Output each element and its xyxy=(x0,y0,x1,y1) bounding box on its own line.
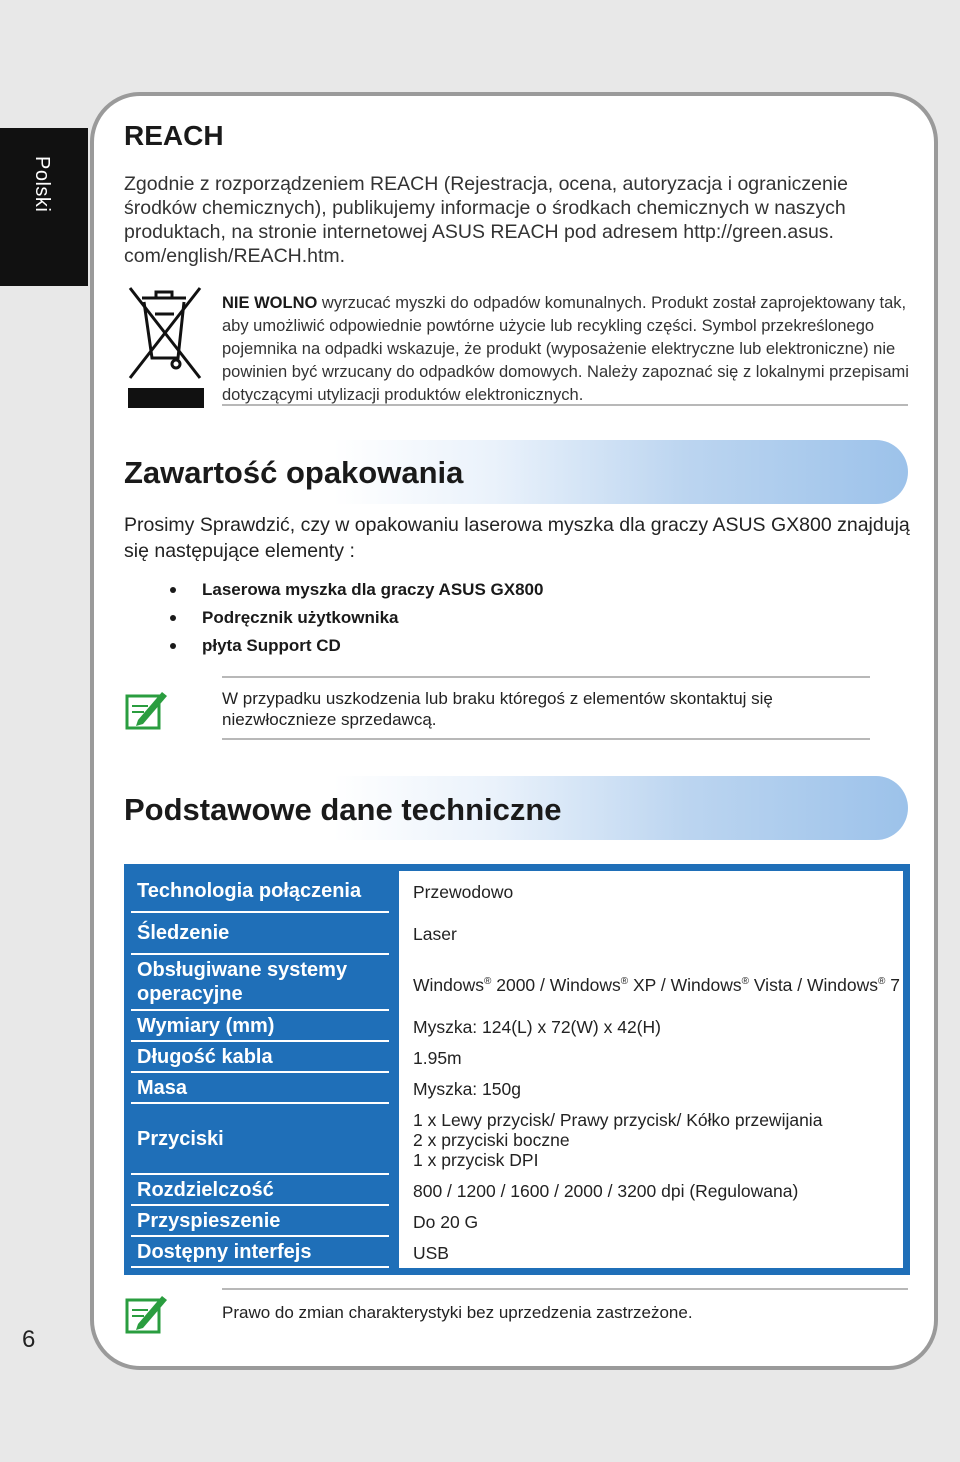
weee-paragraph xyxy=(222,292,912,407)
table-row xyxy=(131,1042,903,1073)
spec-value: Do 20 G xyxy=(413,1211,479,1232)
package-note: W przypadku uszkodzenia lub braku któregoś z elementów skontaktuj się niezwłocznieze sprzedawcą. xyxy=(222,689,773,729)
spec-value: Myszka: 150g xyxy=(413,1078,521,1099)
weee-body: wyrzucać myszki do odpadów komunalnych. Produkt został zaprojektowany tak, aby umożliwić odpowiednie powtórne użycie lub recykling części. Symbol przekreślonego pojemnika na odpadki wskazuje, że produkt (wyposażenie elektryczne lub elektroniczne) nie powinien być wrzucany do odpadków domowych. Należy zapoznać się z lokalnymi przepisami dotyczącymi utylizacji produktów elektronicznych. xyxy=(222,294,909,404)
table-row xyxy=(131,955,903,1011)
spec-label: Długość kabla xyxy=(131,1042,389,1073)
spec-label: Przyciski xyxy=(131,1104,389,1175)
cell-divider xyxy=(389,913,399,955)
note-top-rule xyxy=(222,1288,908,1290)
cell-divider xyxy=(389,1104,399,1175)
list-item: płyta Support CD xyxy=(170,632,543,660)
spec-value: Przewodowo xyxy=(413,882,514,902)
note-pencil-icon xyxy=(124,1290,170,1336)
cell-divider xyxy=(389,955,399,1011)
table-row xyxy=(131,1175,903,1206)
spec-label: Przyspieszenie xyxy=(131,1206,389,1237)
spec-value-line: 1 x przycisk DPI xyxy=(413,1149,539,1170)
reach-paragraph: Zgodnie z rozporządzeniem REACH (Rejestracja, ocena, autoryzacja i ograniczenie środków chemicznych), publikujemy informacje o środkach chemicznych w naszych produktach, na stronie internetowej ASUS REACH pod adresem http://green.asus. com/english/REACH.htm. xyxy=(124,173,849,267)
cell-divider xyxy=(389,1237,399,1268)
table-row xyxy=(131,1073,903,1104)
language-label: Polski xyxy=(31,156,53,213)
note-top-rule xyxy=(222,676,870,678)
spec-label: Technologia połączenia xyxy=(131,871,389,913)
divider xyxy=(222,404,908,406)
weee-warning: NIE WOLNO xyxy=(222,294,318,312)
package-intro: Prosimy Sprawdzić, czy w opakowaniu laserowa myszka dla graczy ASUS GX800 znajdują się następujące elementy : xyxy=(124,514,910,562)
spec-value: 800 / 1200 / 1600 / 2000 / 3200 dpi (Regulowana) xyxy=(413,1180,799,1201)
package-list xyxy=(170,576,543,660)
note-pencil-icon xyxy=(124,686,170,732)
reach-heading: REACH xyxy=(124,120,224,151)
spec-value: Windows® 2000 / Windows® XP / Windows® Vista / Windows® 7 xyxy=(413,974,900,995)
list-item: Laserowa myszka dla graczy ASUS GX800 xyxy=(170,576,543,604)
spec-label: Masa xyxy=(131,1073,389,1104)
cell-divider xyxy=(389,1206,399,1237)
table-row xyxy=(131,1206,903,1237)
spec-value: USB xyxy=(413,1242,449,1263)
spec-value: Myszka: 124(L) x 72(W) x 42(H) xyxy=(413,1016,661,1037)
specs-table xyxy=(124,864,910,1275)
table-row xyxy=(131,913,903,955)
note-bottom-rule xyxy=(222,738,870,740)
cell-divider xyxy=(389,1042,399,1073)
spec-label: Dostępny interfejs xyxy=(131,1237,389,1268)
specs-heading: Podstawowe dane techniczne xyxy=(124,792,562,827)
spec-value: Laser xyxy=(413,924,457,944)
spec-value-line: 2 x przyciski boczne xyxy=(413,1129,570,1150)
cell-divider xyxy=(389,871,399,913)
spec-label: Rozdzielczość xyxy=(131,1175,389,1206)
cell-divider xyxy=(389,1011,399,1042)
cell-divider xyxy=(389,1073,399,1104)
spec-value-line: 1 x Lewy przycisk/ Prawy przycisk/ Kółko przewijania xyxy=(413,1109,823,1130)
table-row xyxy=(131,1237,903,1268)
table-row xyxy=(131,871,903,913)
spec-label: Obsługiwane systemy operacyjne xyxy=(131,955,389,1011)
list-item: Podręcznik użytkownika xyxy=(170,604,543,632)
spec-value xyxy=(399,1104,903,1175)
table-row xyxy=(131,1011,903,1042)
package-heading: Zawartość opakowania xyxy=(124,455,464,490)
table-row xyxy=(131,1104,903,1175)
cell-divider xyxy=(389,1175,399,1206)
specs-note: Prawo do zmian charakterystyki bez uprzedzenia zastrzeżone. xyxy=(222,1303,693,1322)
spec-label: Śledzenie xyxy=(131,913,389,955)
crossed-out-wheelie-bin-icon xyxy=(124,284,204,408)
language-tab xyxy=(0,128,88,286)
spec-value: 1.95m xyxy=(413,1047,462,1068)
page-number: 6 xyxy=(22,1326,36,1353)
spec-label: Wymiary (mm) xyxy=(131,1011,389,1042)
